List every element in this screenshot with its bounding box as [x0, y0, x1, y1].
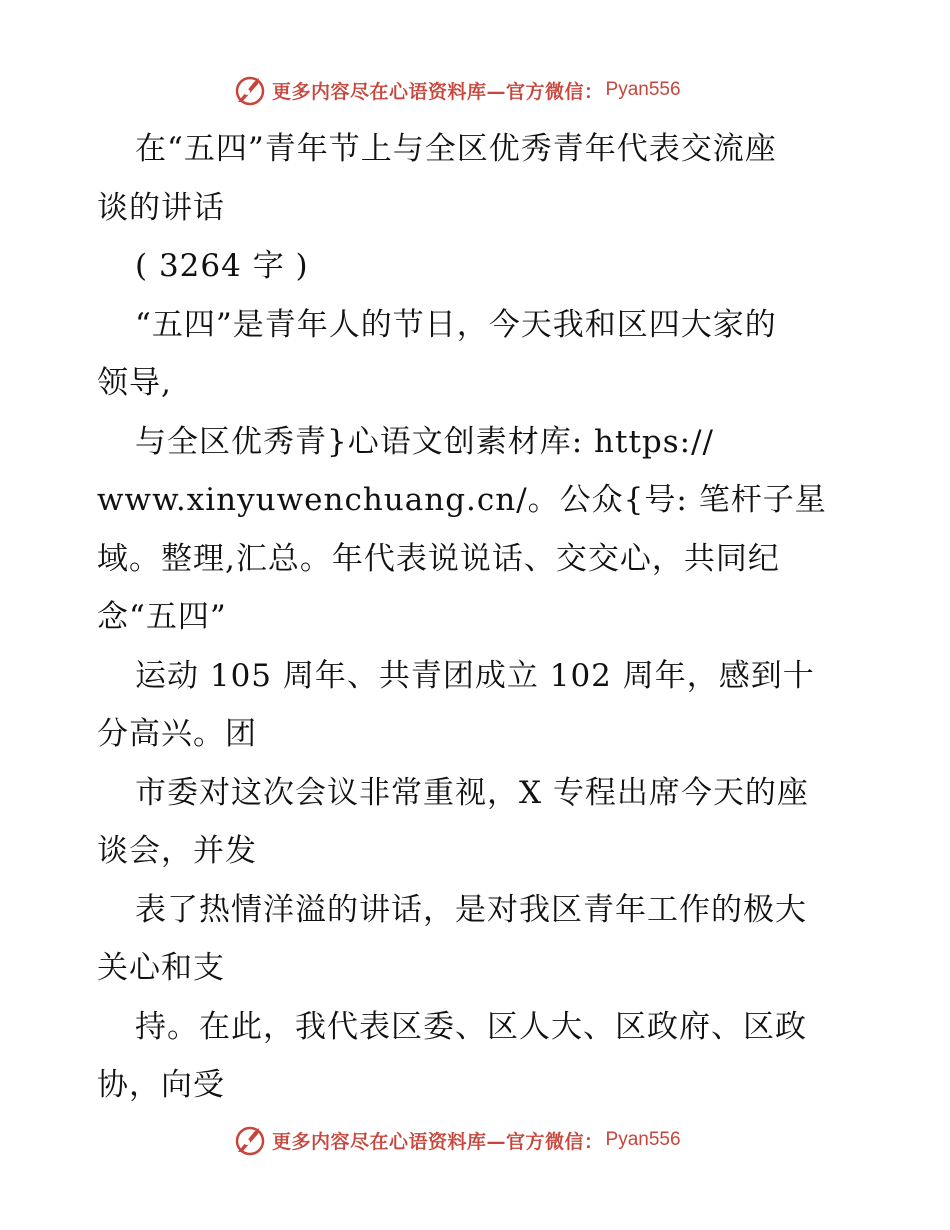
logo-icon: [232, 1122, 268, 1158]
word-count: ( 3264 字 ): [135, 248, 309, 284]
paragraph-line: 念“五四”: [97, 599, 227, 635]
watermark-wechat-id: Pyan556: [605, 1129, 681, 1150]
logo-icon: [232, 72, 268, 108]
paragraph-line: 域。整理,汇总。年代表说说话、交交心，共同纪: [97, 540, 780, 577]
paragraph-line: “五四”是青年人的节日，今天我和区四大家的: [135, 306, 777, 343]
paragraph-line: 谈会，并发: [97, 833, 257, 869]
watermark-text: 更多内容尽在心语资料库—官方微信：: [272, 80, 604, 103]
paragraph-line: www.xinyuwenchuang.cn/。公众{号: 笔杆子星: [97, 482, 827, 518]
paragraph-line: 领导,: [97, 365, 172, 401]
paragraph-line: 市委对这次会议非常重视，X 专程出席今天的座: [135, 774, 809, 811]
title-line-1: 在“五四”青年节上与全区优秀青年代表交流座: [135, 131, 777, 167]
footer-watermark: [232, 1122, 681, 1158]
document-body: [97, 120, 887, 1115]
paragraph-line: 分高兴。团: [97, 716, 257, 752]
paragraph-line: 关心和支: [97, 950, 225, 986]
paragraph-line: 运动 105 周年、共青团成立 102 周年，感到十: [135, 657, 815, 694]
watermark-wechat-id: Pyan556: [605, 79, 681, 100]
header-watermark: [232, 72, 681, 108]
paragraph-line: 持。在此，我代表区委、区人大、区政府、区政: [135, 1008, 807, 1045]
paragraph-line: 表了热情洋溢的讲话，是对我区青年工作的极大: [135, 891, 807, 928]
title-line-2: 谈的讲话: [97, 189, 225, 226]
paragraph-line: 与全区优秀青}心语文创素材库: https://: [135, 423, 714, 460]
watermark-text: 更多内容尽在心语资料库—官方微信：: [272, 1130, 604, 1153]
paragraph-line: 协，向受: [97, 1067, 225, 1103]
